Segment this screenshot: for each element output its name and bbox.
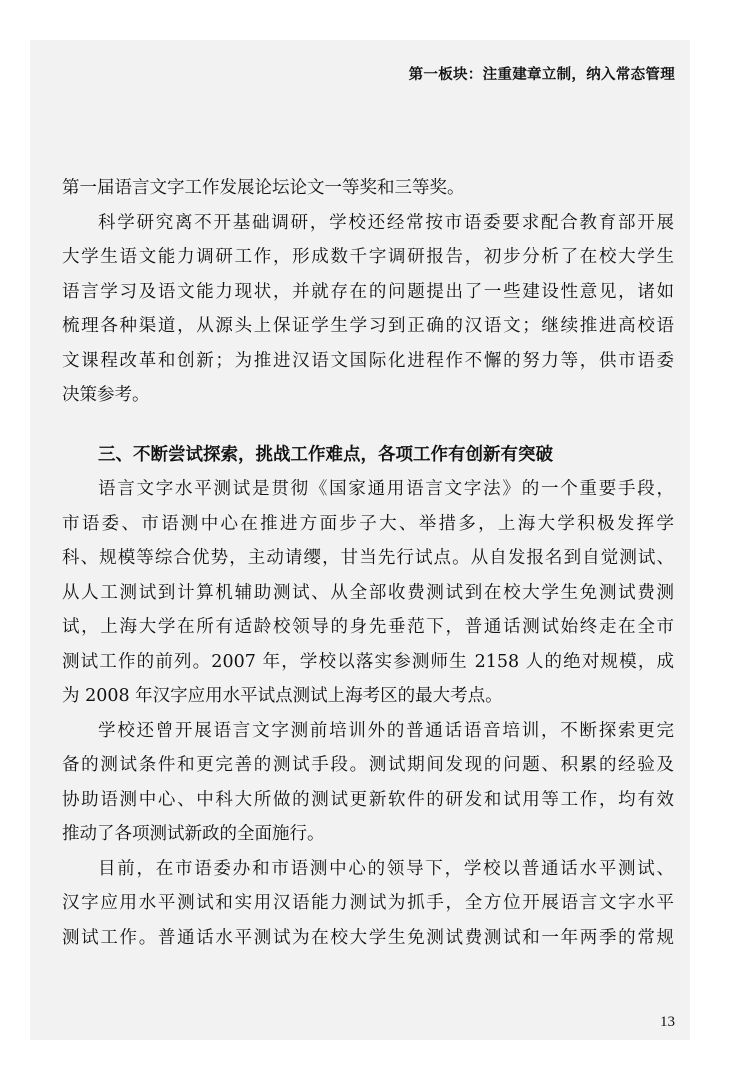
text-line: 推动了各项测试新政的全面施行。: [62, 824, 325, 844]
text-line: 备的测试条件和更完善的测试手段。测试期间发现的问题、积累的经验及: [62, 755, 674, 775]
paragraph: [62, 714, 674, 852]
text-line: 文课程改革和创新；为推进汉语文国际化进程作不懈的努力等，供市语委: [62, 350, 674, 371]
text-line: 汉字应用水平测试和实用汉语能力测试为抓手，全方位开展语言文字水平: [62, 893, 674, 913]
text-line: 科学研究离不开基础调研，学校还经常按市语委要求配合教育部开展: [98, 212, 674, 233]
page-number: 13: [660, 1014, 675, 1030]
text-line: 学校还曾开展语言文字测前培训外的普通话语音培训，不断探索更完: [98, 720, 674, 741]
text-line: 语言学习及语文能力现状，并就存在的问题提出了一些建设性意见，诸如: [62, 281, 674, 302]
text-line: 目前，在市语委办和市语测中心的领导下，学校以普通话水平测试、: [98, 858, 674, 879]
paragraph: [62, 171, 674, 206]
section-heading: 三、不断尝试探索，挑战工作难点，各项工作有创新有突破: [98, 444, 553, 465]
running-header: 第一板块：注重建章立制，纳入常态管理: [408, 67, 675, 83]
text-line: 决策参考。: [62, 385, 150, 405]
text-line: 测试工作。普通话水平测试为在校大学生免测试费测试和一年两季的常规: [62, 927, 674, 948]
text-line: 梳理各种渠道，从源头上保证学生学习到正确的汉语文；继续推进高校语: [62, 316, 674, 336]
text-line: 第一届语言文字工作发展论坛论文一等奖和三等奖。: [62, 178, 465, 198]
text-line: 市语委、市语测中心在推进方面步子大、举措多，上海大学积极发挥学: [62, 513, 674, 534]
text-line: 测试工作的前列。2007 年，学校以落实参测师生 2158 人的绝对规模，成: [62, 651, 674, 672]
text-line: 从人工测试到计算机辅助测试、从全部收费测试到在校大学生免测试费测: [62, 582, 674, 603]
text-line: 协助语测中心、中科大所做的测试更新软件的研发和试用等工作，均有效: [62, 789, 674, 810]
text-line: 语言文字水平测试是贯彻《国家通用语言文字法》的一个重要手段，: [98, 479, 674, 499]
text-line: 为 2008 年汉字应用水平试点测试上海考区的最大考点。: [62, 686, 503, 706]
paragraph: [62, 206, 674, 413]
text-line: 科、规模等综合优势，主动请缨，甘当先行试点。从自发报名到自觉测试、: [62, 548, 674, 568]
text-line: 试，上海大学在所有适龄校领导的身先垂范下，普通话测试始终走在全市: [62, 617, 674, 637]
body-text: [62, 171, 674, 955]
paragraph: [62, 852, 674, 956]
text-line: 大学生语文能力调研工作，形成数千字调研报告，初步分析了在校大学生: [62, 247, 674, 267]
paragraph: [62, 472, 674, 714]
